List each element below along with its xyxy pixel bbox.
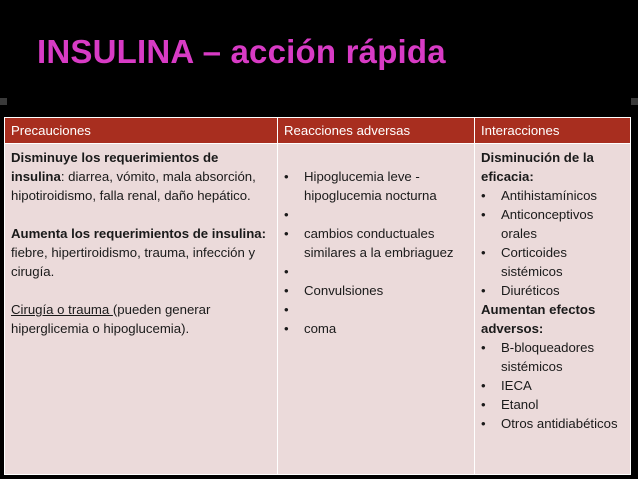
list-item: • Etanol bbox=[481, 395, 624, 414]
precaucion-aumenta-label: Aumenta los requerimientos de insulina: bbox=[11, 226, 267, 241]
precaucion-aumenta-text: fiebre, hipertiroidismo, trauma, infección y bbox=[11, 245, 256, 260]
precaucion-aumenta-tail: cirugía. bbox=[11, 264, 55, 279]
info-table bbox=[4, 117, 630, 475]
slide-title: INSULINA – acción rápida bbox=[37, 33, 446, 70]
table-header-row bbox=[5, 118, 631, 144]
list-item: • IECA bbox=[481, 376, 624, 395]
interacciones-list-adversos bbox=[481, 338, 624, 433]
list-item: • B-bloqueadores sistémicos bbox=[481, 338, 624, 376]
reacciones-list bbox=[284, 148, 468, 338]
precaucion-cirugia bbox=[11, 300, 271, 338]
list-item: • Convulsiones bbox=[284, 281, 468, 300]
corner-mark-icon bbox=[0, 98, 7, 105]
list-item: • coma bbox=[284, 319, 468, 338]
precaucion-aumenta bbox=[11, 224, 271, 281]
precaucion-cirugia-label: Cirugía o trauma bbox=[11, 302, 113, 317]
list-item: • Antihistamínicos bbox=[481, 186, 624, 205]
precaucion-disminuye-label: Disminuye los requerimientos de insulina bbox=[11, 150, 219, 184]
corner-mark-icon bbox=[631, 98, 638, 105]
list-item: • Anticonceptivos orales bbox=[481, 205, 624, 243]
list-item: • Otros antidiabéticos bbox=[481, 414, 624, 433]
interacciones-heading-eficacia: Disminución de la eficacia: bbox=[481, 150, 594, 184]
list-item: • cambios conductuales similares a la embriaguez bbox=[284, 224, 468, 262]
interacciones-cell bbox=[475, 144, 631, 475]
precauciones-cell bbox=[5, 144, 278, 475]
interacciones-list-eficacia bbox=[481, 186, 624, 300]
precaucion-disminuye-text: : diarrea, vómito, mala absorción, hipotiroidismo, falla renal, daño hepático. bbox=[11, 169, 256, 203]
precaucion-disminuye bbox=[11, 148, 271, 205]
precaucion-cirugia-text: (pueden generar hiperglicemia o hipoglucemia). bbox=[11, 302, 211, 336]
list-item: • Hipoglucemia leve - hipoglucemia nocturna bbox=[284, 167, 468, 205]
table-row bbox=[5, 144, 631, 475]
header-interacciones: Interacciones bbox=[475, 118, 631, 144]
reacciones-cell bbox=[278, 144, 475, 475]
title-band bbox=[0, 0, 638, 100]
list-item: • Corticoides sistémicos bbox=[481, 243, 624, 281]
list-item: • Diuréticos bbox=[481, 281, 624, 300]
header-precauciones: Precauciones bbox=[5, 118, 278, 144]
header-reacciones: Reacciones adversas bbox=[278, 118, 475, 144]
interacciones-heading-adversos: Aumentan efectos adversos: bbox=[481, 302, 596, 336]
